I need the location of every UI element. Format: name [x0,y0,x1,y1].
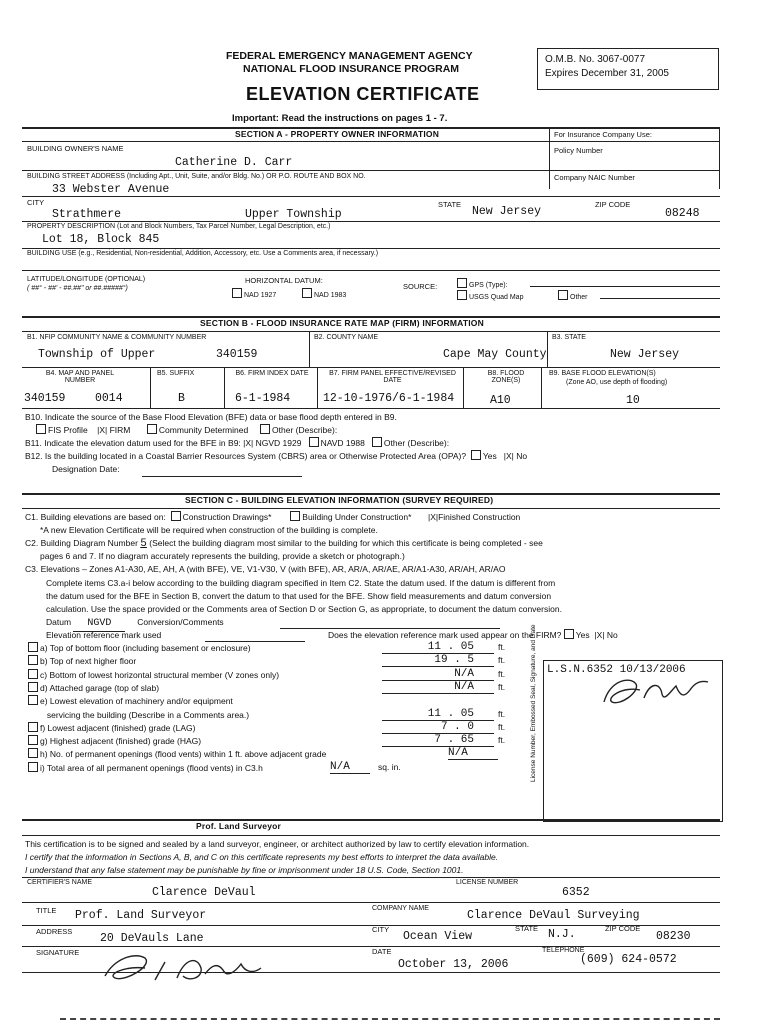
certifier-name: Clarence DeVaul [152,886,256,899]
certifier-title: Prof. Land Surveyor [75,909,207,922]
certifier-state: N.J. [548,928,576,941]
c3-instructions-3: calculation. Use the space provided or the Comments area of Section D or Section G, as appropriate, to document the datum conversion. [46,604,562,614]
c3-datum-line: Datum NGVD Conversion/Comments [46,616,224,632]
policy-number-label: Policy Number [554,146,603,155]
c3-item-row [28,669,279,682]
b4-map-number: 340159 [24,392,66,405]
c3-item-label: e) Lowest elevation of machinery and/or equipment [40,696,233,706]
b2-label: B2. COUNTY NAME [314,334,379,341]
property-description-label: PROPERTY DESCRIPTION (Lot and Block Numbers, Tax Parcel Number, Legal Description, etc.) [27,223,331,230]
d-state-label: STATE [515,924,539,933]
certification-best-efforts: I certify that the information in Sections A, B, and C on this certificate represents my best efforts to interpret the data available. [25,852,499,862]
certification-date: October 13, 2006 [398,958,509,971]
d-city-label: CITY [372,925,390,934]
date-label: DATE [372,947,392,956]
c3-item-unit: ft. [498,709,506,719]
b8-flood-zone: A10 [490,394,511,407]
c3-item-unit: ft. [498,722,506,732]
c3-item-checkbox[interactable] [28,695,38,705]
c3-item-checkbox[interactable] [28,669,38,679]
mark-no-checkbox[interactable]: |X| [594,630,605,640]
c3-item-value: 7 . 65 [382,734,494,747]
b12-designation-date: Designation Date: [52,464,120,474]
b10-question: B10. Indicate the source of the Base Flood Elevation (BFE) data or base flood depth entered in B9. [25,412,397,422]
c3-item-value: N/A [448,747,498,760]
c2-diagram-number: 5 [140,538,147,550]
c2-question: C2. Building Diagram Number 5 (Select the building diagram most similar to the building for which this certificate is being completed - see [25,538,543,550]
property-description: Lot 18, Block 845 [42,233,160,246]
c3-item-label: g) Highest adjacent (finished) grade (HAG) [40,736,202,746]
c3-item-value: N/A [382,668,494,681]
c3-zones: C3. Elevations – Zones A1-A30, AE, AH, A (with BFE), VE, V1-V30, V (with BFE), AR, AR/A, AR/AE, AR/A1-A30, AR/AH, AR/AO [25,564,506,574]
c3-item-checkbox[interactable] [28,748,38,758]
section-a-title: SECTION A - PROPERTY OWNER INFORMATION [235,129,440,139]
usgs-option[interactable]: USGS Quad Map [457,290,523,301]
c3-item-value: 11 . 05 [382,641,494,654]
b3-state: New Jersey [610,348,680,361]
source-label: SOURCE: [403,282,438,291]
certifier-address: 20 DeVauls Lane [100,932,204,945]
c3-item-unit: sq. in. [378,762,401,772]
company-name-label: COMPANY NAME [372,905,429,912]
b8-label: B8. FLOOD ZONE(S) [487,370,525,384]
license-number-label: LICENSE NUMBER [456,879,519,886]
c3-item-row [28,695,233,708]
nad1983-checkbox[interactable] [302,288,312,298]
building-use-label: BUILDING USE (e.g., Residential, Non-residential, Addition, Accessory, etc. Use a Comments area, if necessary.) [27,250,379,257]
c1-finished-checkbox[interactable]: |X| [427,512,439,522]
nad1927-option[interactable]: NAD 1927 [232,288,276,299]
b12-question: B12. Is the building located in a Coastal Barrier Resources System (CBRS) area or Otherwise Protected Area (OPA)? Yes |X| No [25,451,528,461]
b12-no-checkbox[interactable]: |X| [503,451,514,461]
zip: 08248 [665,207,700,220]
instructions-note: Important: Read the instructions on pages 1 - 7. [232,113,448,124]
c3-item-row [28,642,251,655]
telephone: (609) 624-0572 [580,953,677,966]
c1-note: *A new Elevation Certificate will be required when construction of the building is complete. [40,525,378,535]
omb-number: O.M.B. No. 3067-0077 [545,54,646,65]
c3-item-checkbox[interactable] [28,655,38,665]
c3-instructions-1: Complete items C3.a-i below according to the building diagram specified in Item C2. State the datum used. If the datum is different from [46,578,556,588]
certifier-city: Ocean View [403,930,473,943]
c3-item-row [28,655,136,668]
c3-item-label: h) No. of permanent openings (flood vents) within 1 ft. above adjacent grade [40,749,327,759]
b5-suffix: B [178,392,185,405]
b6-label: B6. FIRM INDEX DATE [235,370,309,377]
b10-community-checkbox[interactable] [147,424,157,434]
b12-yes-checkbox[interactable] [471,450,481,460]
c3-item-value: 11 . 05 [382,708,494,721]
c3-item-row [28,709,249,722]
owner-name: Catherine D. Carr [175,156,293,169]
c1-under-construction-checkbox[interactable] [290,511,300,521]
c3-item-unit: ft. [498,642,506,652]
section-c-title: SECTION C - BUILDING ELEVATION INFORMATION (SURVEY REQUIRED) [185,495,494,505]
c3-item-label: i) Total area of all permanent openings (flood vents) in C3.h [40,763,263,773]
c3-item-label: d) Attached garage (top of slab) [40,683,160,693]
c3-item-unit: ft. [498,735,506,745]
b9-label: B9. BASE FLOOD ELEVATION(S) [549,370,656,377]
agency-name: FEDERAL EMERGENCY MANAGEMENT AGENCY [226,50,473,62]
c3-item-row [28,735,201,748]
gps-checkbox[interactable] [457,278,467,288]
c3-item-label: a) Top of bottom floor (including basement or enclosure) [40,643,251,653]
c3-mark-question: Does the elevation reference mark used appear on the FIRM? Yes |X| No [328,630,618,640]
b4-panel-number: 0014 [95,392,123,405]
c1-construction-checkbox[interactable] [171,511,181,521]
c3-item-value: N/A [330,761,370,774]
c1-question: C1. Building elevations are based on: Construction Drawings* Building Under Construction* |X|Finished Construction [25,512,521,522]
address-label: ADDRESS [36,927,73,936]
insurance-use-label: For Insurance Company Use: [554,130,652,139]
street-address-label: BUILDING STREET ADDRESS (Including Apt., Unit, Suite, and/or Bldg. No.) OR P.O. ROUTE AND BOX NO. [27,173,366,180]
telephone-label: TELEPHONE [542,947,585,954]
b6-firm-index-date: 6-1-1984 [235,392,291,405]
b7-effective-date: 12-10-1976/6-1-1984 [323,392,455,405]
company-naic-label: Company NAIC Number [554,173,635,182]
c3-item-label: c) Bottom of lowest horizontal structural member (V zones only) [40,670,280,680]
c3-item-label: f) Lowest adjacent (finished) grade (LAG) [40,723,196,733]
b10-firm-checkbox[interactable]: |X| [97,425,108,435]
c3-item-value: N/A [382,681,494,694]
state-label: STATE [438,200,462,209]
b11-navd-checkbox[interactable] [309,437,319,447]
certifier-name-label: CERTIFIER'S NAME [27,879,92,886]
latlong-format: ( ##° - ##' - ##.##" or ##.#####°) [27,285,128,292]
latlong-label: LATITUDE/LONGITUDE (OPTIONAL) [27,276,146,283]
d-zip-label: ZIP CODE [605,924,641,933]
c3-item-row [28,722,195,735]
seal-side-label: License Number, Embossed Seal, Signature, and Date [530,624,537,782]
b11-ngvd-checkbox[interactable]: |X| [243,438,254,448]
b9-bfe: 10 [626,394,640,407]
zip-label: ZIP CODE [595,200,631,209]
bottom-dashes [60,1018,720,1020]
state: New Jersey [472,205,542,218]
form-title: ELEVATION CERTIFICATE [246,84,480,104]
c3-reference-mark: Elevation reference mark used [46,630,162,640]
seal-stamp: L.S.N.6352 10/13/2006 [547,664,686,676]
c3-item-value: 19 . 5 [382,654,494,667]
certifier-zip: 08230 [656,930,691,943]
c3-item-checkbox[interactable] [28,762,38,772]
b1-label: B1. NFIP COMMUNITY NAME & COMMUNITY NUMBER [27,334,207,341]
b11-other-checkbox[interactable] [372,437,382,447]
title-label: TITLE [36,906,57,915]
c3-item-row [28,762,263,775]
c3-item-unit: ft. [498,682,506,692]
b10-options: FIS Profile |X| FIRM Community Determined Other (Describe): [36,424,337,437]
c3-instructions-2: the datum used for the BFE in Section B, convert the datum to that used for the BFE. Show field measurements and datum conversion [46,591,552,601]
omb-expires: Expires December 31, 2005 [545,68,669,79]
b3-label: B3. STATE [552,334,586,341]
b1-community-name: Township of Upper [38,348,156,361]
source-other-checkbox[interactable] [558,290,568,300]
b5-label: B5. SUFFIX [157,370,195,377]
c3-datum: NGVD [73,618,125,632]
program-name: NATIONAL FLOOD INSURANCE PROGRAM [243,63,460,75]
seal-signature [600,672,715,712]
c3-item-unit: ft. [498,669,506,679]
section-d-title: Prof. Land Surveyor [196,821,282,831]
b11-question: B11. Indicate the elevation datum used for the BFE in B9: |X| NGVD 1929 NAVD 1988 Other (Describe): [25,438,450,448]
c3-item-unit: ft. [498,655,506,665]
gps-option[interactable]: GPS (Type): [457,278,508,289]
section-b-title: SECTION B - FLOOD INSURANCE RATE MAP (FIRM) INFORMATION [200,318,484,328]
b9-sublabel: (Zone AO, use depth of flooding) [566,379,668,386]
c3-item-checkbox[interactable] [28,682,38,692]
township: Upper Township [245,208,342,221]
city: Strathmere [52,208,122,221]
horizontal-datum-label: HORIZONTAL DATUM: [245,276,323,285]
c3-item-row [28,748,326,761]
certification-statement: This certification is to be signed and sealed by a land surveyor, engineer, or architect authorized by law to certify elevation information. [25,839,530,849]
b10-other-checkbox[interactable] [260,424,270,434]
license-number: 6352 [562,886,590,899]
c2-note: pages 6 and 7. If no diagram accurately represents the building, provide a sketch or photograph.) [40,551,405,561]
c3-item-label: b) Top of next higher floor [40,656,137,666]
c3-item-checkbox[interactable] [28,642,38,652]
city-label: CITY [27,198,45,207]
c3-item-value: 7 . 0 [382,721,494,734]
certifier-signature[interactable] [85,948,275,988]
signature-label: SIGNATURE [36,948,80,957]
source-other-option[interactable]: Other [558,290,588,301]
certification-penalty: I understand that any false statement may be punishable by fine or imprisonment under 18 U.S. Code, Section 1001. [25,865,464,875]
c3-item-checkbox[interactable] [28,722,38,732]
nad1927-checkbox[interactable] [232,288,242,298]
company-name: Clarence DeVaul Surveying [467,909,640,922]
b1-community-number: 340159 [216,348,258,361]
b7-label: B7. FIRM PANEL EFFECTIVE/REVISED DATE [329,370,456,384]
street-address: 33 Webster Avenue [52,183,170,196]
nad1983-option[interactable]: NAD 1983 [302,288,346,299]
c3-item-checkbox[interactable] [28,735,38,745]
owner-name-label: BUILDING OWNER'S NAME [27,144,124,153]
usgs-checkbox[interactable] [457,290,467,300]
b2-county: Cape May County [443,348,547,361]
mark-yes-checkbox[interactable] [564,629,574,639]
b4-label: B4. MAP AND PANEL NUMBER [45,370,115,384]
b10-fis-checkbox[interactable] [36,424,46,434]
c3-item-label: servicing the building (Describe in a Comments area.) [46,710,250,720]
c3-item-row [28,682,159,695]
